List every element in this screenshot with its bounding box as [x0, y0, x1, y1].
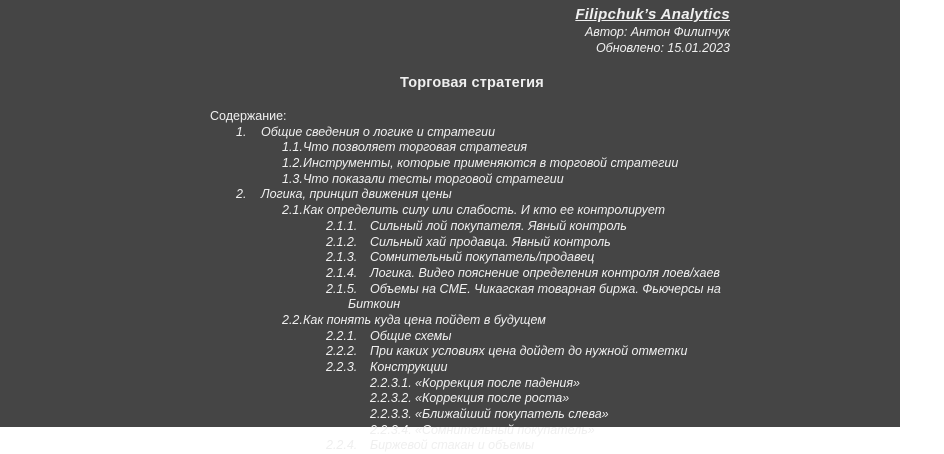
header-updated: Обновлено: 15.01.2023 [595, 40, 730, 55]
toc-row [0, 235, 900, 251]
toc-item-text: Общие сведения о логике и стратегии [261, 124, 496, 139]
toc-item-number: 2.2.4. [326, 438, 358, 453]
toc-item-text: Конструкции [370, 360, 448, 374]
toc-row [0, 329, 900, 345]
toc-item-text: Инструменты, которые применяются в торговой стратегии [303, 156, 679, 171]
toc-item-text: При каких условиях цена дойдет до нужной отметки [370, 344, 688, 359]
toc-item-number: 2.1.5. [326, 281, 358, 296]
toc-item-number: 1.2. [282, 156, 303, 171]
toc-item-text: Общие схемы [370, 328, 452, 343]
toc-item-number: 2.2.3.4. [370, 422, 412, 437]
toc-row [0, 125, 900, 141]
toc-item-text: «Сомнительный покупатель» [415, 422, 595, 437]
toc-item-number: 2.2.2. [326, 344, 358, 359]
toc-row [0, 297, 900, 313]
toc-row [0, 360, 900, 376]
toc-item-text: Что позволяет торговая стратегия [303, 140, 528, 155]
toc-row [0, 313, 900, 329]
toc-row [0, 203, 900, 219]
toc-item-number: 2.1.4. [326, 265, 358, 280]
toc-item-text: Как понять куда цена пойдет в будущем [303, 312, 546, 327]
toc-item-text: Сильный хай продавца. Явный контроль [370, 234, 611, 249]
toc-item-text: Логика. Видео пояснение определения контроля лоев/хаев [370, 265, 720, 280]
toc-item-text: Объемы на CME. Чикагская товарная биржа. Фьючерсы на [370, 281, 721, 296]
toc-item-text: Биржевой стакан и объемы [370, 438, 535, 453]
toc-item-number: 2.1.2. [326, 234, 358, 249]
toc-row [0, 266, 900, 282]
toc-item-number: 2.2.1. [326, 328, 358, 343]
header-author: Автор: Антон Филипчук [584, 25, 730, 39]
header-brand: Filipchuk’s Analytics [575, 6, 730, 23]
toc-item-text: Биткоин [348, 297, 401, 312]
toc-row [0, 344, 900, 360]
toc-item-text: «Коррекция после падения» [415, 375, 580, 390]
toc-item-number: 2.1. [282, 203, 303, 218]
toc-row [0, 423, 900, 439]
toc-row [0, 172, 900, 188]
toc-item-number: 1.1. [282, 140, 303, 155]
page-title: Торговая стратегия [400, 75, 544, 91]
toc-item-number: 2.2.3.3. [370, 407, 412, 422]
toc-item-number: 2.2.3.1. [370, 375, 412, 390]
toc-item-number: 2.1.1. [326, 218, 358, 233]
toc-item-number: 2.1.3. [326, 250, 358, 265]
toc-row [0, 282, 900, 298]
toc-item-text: «Коррекция после роста» [415, 391, 570, 406]
toc-item-text: Сомнительный покупатель/продавец [370, 250, 595, 265]
toc-row [0, 140, 900, 156]
contents-label: Содержание: [210, 109, 287, 123]
toc-item-number: 1.3. [282, 171, 303, 186]
toc-item-number: 2.2.3. [326, 360, 358, 374]
toc-row [0, 250, 900, 266]
toc-row [0, 156, 900, 172]
toc-row [0, 391, 900, 407]
toc-item-number: 2.2.3.2. [370, 391, 412, 406]
toc-item-number: 1. [236, 124, 247, 139]
table-of-contents [0, 109, 900, 454]
toc-item-text: Логика, принцип движения цены [261, 187, 452, 202]
toc-row [0, 187, 900, 203]
toc-row [0, 219, 900, 235]
toc-row [0, 376, 900, 392]
toc-item-text: Что показали тесты торговой стратегии [303, 171, 564, 186]
page-header [575, 5, 730, 56]
toc-item-text: Как определить силу или слабость. И кто ее контролирует [303, 203, 666, 218]
toc-row [0, 438, 900, 454]
toc-item-number: 2.2. [282, 312, 303, 327]
toc-item-number: 2. [236, 187, 247, 202]
toc-item-text: Сильный лой покупателя. Явный контроль [370, 218, 627, 233]
toc-item-text: «Ближайший покупатель слева» [415, 407, 609, 422]
toc-row [0, 407, 900, 423]
